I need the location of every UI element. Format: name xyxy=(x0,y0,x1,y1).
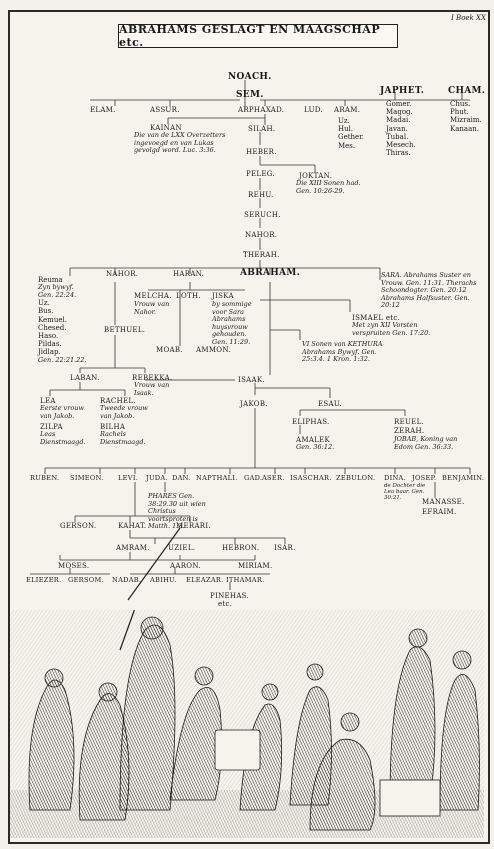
aram-son: Mes. xyxy=(338,141,356,150)
node-isaak: ISAAK. xyxy=(238,376,265,384)
cham-sons xyxy=(450,100,482,133)
phares-note: PHARES Gen. 38:29.30 uit wien Christus voortsproten is Matth. 1:3. xyxy=(148,492,206,530)
node-eleazar: ELEAZAR. xyxy=(186,576,224,584)
node-moab: MOAB. xyxy=(156,346,183,354)
node-napthali: NAPTHALI. xyxy=(196,474,238,482)
jiska-note: by sommige voor Sara Abrahams huysvrouw gehouden. Gen. 11:29. xyxy=(212,300,252,346)
aram-sons xyxy=(338,117,364,150)
node-aram: ARAM. xyxy=(334,106,361,114)
jobab-note: JOBAB, Koning van Edom Gen. 36:33. xyxy=(394,435,458,451)
node-miriam: MIRIAM. xyxy=(238,562,273,570)
aram-son: Gether. xyxy=(338,133,365,142)
cham-son: Mizraim. xyxy=(450,116,482,125)
node-aaron: AARON. xyxy=(170,562,201,570)
node-zebulon: ZEBULON. xyxy=(336,474,376,482)
cham-son: Phut. xyxy=(450,108,469,117)
node-isaschar: ISASCHAR. xyxy=(290,474,332,482)
sara-note: SARA. Abrahams Suster en Vrouw. Gen. 11:31. Therachs Schoondogter. Gen. 20:12 Abrahams Halfsuster. Gen. 20:12 xyxy=(381,271,477,309)
joktan-note: Die XIII Sonen had. Gen. 10:26-29. xyxy=(296,179,361,195)
nahor-note: Gen. 22:24. xyxy=(38,290,77,299)
node-zilpa: ZILPA xyxy=(40,423,63,431)
japhet-son: Thiras. xyxy=(386,149,411,158)
nahor-son: Pildas. xyxy=(38,340,62,349)
nahor-note: Zyn bywyf. xyxy=(38,283,74,292)
node-dina: DINA. xyxy=(384,474,407,482)
kethura-note: VI Sonen van KETHURA Abrahams Bywyf. Gen. 25:3.4. 1 Kron. 1:32. xyxy=(302,340,383,363)
node-ammon: AMMON. xyxy=(196,346,231,354)
node-hebron: HEBRON. xyxy=(222,544,260,552)
japhet-son: Tubal. xyxy=(386,132,409,141)
japhet-son: Madai. xyxy=(386,116,411,125)
node-abihu: ABIHU. xyxy=(150,576,177,584)
node-josep: JOSEP. xyxy=(412,474,437,482)
japhet-son: Mesech. xyxy=(386,141,416,150)
node-bethuel: BETHUEL. xyxy=(104,326,146,334)
node-heber: HEBER. xyxy=(246,148,277,156)
node-jakob: JAKOB. xyxy=(240,400,268,408)
aram-son: Uz. xyxy=(338,117,350,125)
node-laban: LABAN. xyxy=(70,374,100,382)
nahor-son: Uz. xyxy=(38,299,50,308)
japhet-sons xyxy=(386,100,416,157)
node-japhet: JAPHET. xyxy=(380,86,425,96)
node-lea: LEA xyxy=(40,397,56,405)
node-kainan: KAINAN xyxy=(150,124,182,132)
node-eliezer: ELIEZER. xyxy=(26,576,62,584)
page-corner-label: I Boek XX xyxy=(451,14,486,22)
node-melcha: MELCHA. xyxy=(134,292,172,300)
node-abraham: ABRAHAM. xyxy=(240,268,301,278)
zilpa-note: Leas Dienstmaagd. xyxy=(40,430,86,446)
node-gersom: GERSOM. xyxy=(68,576,104,584)
node-noach: NOACH. xyxy=(228,72,272,82)
node-aser: ASER. xyxy=(262,474,285,482)
node-juda: JUDA. xyxy=(146,474,168,482)
kainan-note: Die van de LXX Overzetters ingevoegd en van Lukas gevolgd word. Luc. 3:36. xyxy=(134,131,226,154)
node-loth: LOTH. xyxy=(176,292,201,300)
pinehas-etc: etc. xyxy=(218,600,233,608)
node-nahor: NAHOR. xyxy=(106,270,139,278)
dina-note: de Dochter die Lea baar. Gen. 30:21. xyxy=(384,483,426,501)
cham-son: Kanaan. xyxy=(450,124,479,133)
node-uziel: UZIEL. xyxy=(168,544,196,552)
node-amram: AMRAM. xyxy=(116,544,150,552)
node-seruch: SERUCH. xyxy=(244,211,281,219)
node-nahor-elder: NAHOR. xyxy=(245,231,278,239)
node-peleg: PELEG. xyxy=(246,170,275,178)
node-eliphas: ELIPHAS. xyxy=(292,418,330,426)
nahor-son: Bus. xyxy=(38,307,54,316)
node-kahat: KAHAT. xyxy=(118,522,147,530)
japhet-son: Magog. xyxy=(386,108,413,117)
engraved-scene-illustration xyxy=(10,610,484,838)
node-ruben: RUBEN. xyxy=(30,474,60,482)
node-cham: CHAM. xyxy=(448,86,486,96)
node-benjamin: BENJAMIN. xyxy=(442,474,485,482)
node-joktan: JOKTAN. xyxy=(299,172,333,180)
node-moses: MOSES. xyxy=(58,562,90,570)
node-therah: THERAH. xyxy=(243,251,280,259)
nahor-note: Gen. 22:21.22. xyxy=(38,355,87,364)
node-silah: SILAH. xyxy=(248,125,276,133)
node-simeon: SIMEON. xyxy=(70,474,104,482)
lea-note: Eerste vrouw van Jakob. xyxy=(40,404,85,420)
node-haran: HARAN. xyxy=(173,270,205,278)
node-elam: ELAM. xyxy=(90,106,116,114)
node-jiska: JISKA xyxy=(212,292,234,300)
nahor-son: Kemuel. xyxy=(38,315,67,324)
node-lud: LUD. xyxy=(304,106,323,114)
node-arphaxad: ARPHAXAD. xyxy=(238,106,285,114)
rachel-note: Tweede vrouw van Jakob. xyxy=(100,404,148,420)
node-rachel: RACHEL. xyxy=(100,397,136,405)
japhet-son: Gomer. xyxy=(386,100,412,108)
nahor-son: Reuma xyxy=(38,276,63,284)
bilha-note: Rachels Dienstmaagd. xyxy=(100,430,146,446)
node-rehu: REHU. xyxy=(248,191,274,199)
nahor-sons xyxy=(38,276,87,364)
node-bilha: BILHA xyxy=(100,423,126,431)
melcha-note: Vrouw van Nahor. xyxy=(134,300,170,316)
nahor-son: Chesed. xyxy=(38,323,67,332)
node-assur: ASSUR. xyxy=(150,106,180,114)
node-dan: DAN. xyxy=(172,474,191,482)
node-rebekka: REBEKKA. xyxy=(132,374,173,382)
aram-son: Hul. xyxy=(338,125,354,134)
node-isar: ISAR. xyxy=(274,544,296,552)
node-ithamar: ITHAMAR. xyxy=(226,576,265,584)
node-reuel: REUEL. xyxy=(394,418,425,426)
ismael-note: Met zyn XII Vorsten verspruiten Gen. 17:20. xyxy=(352,321,431,337)
node-pinehas: PINEHAS. xyxy=(210,592,250,600)
node-sem: SEM. xyxy=(236,90,264,100)
node-zerah: ZERAH. xyxy=(394,427,425,435)
node-merari: MERARI. xyxy=(176,522,211,530)
node-amalek: AMALEK xyxy=(296,436,331,444)
rebekka-note: Vrouw van Isaak. xyxy=(134,381,170,397)
node-gerson: GERSON. xyxy=(60,522,97,530)
node-levi: LEVI. xyxy=(118,474,139,482)
node-manasse: MANASSE. xyxy=(422,498,465,506)
node-esau: ESAU. xyxy=(318,400,342,408)
node-gad: GAD. xyxy=(244,474,263,482)
amalek-note: Gen. 36:12. xyxy=(296,443,335,451)
cham-son: Chus. xyxy=(450,100,471,108)
nahor-son: Jidlap. xyxy=(38,348,61,357)
page-title: ABRAHAMS GESLAGT EN MAAGSCHAP etc. xyxy=(119,23,381,49)
japhet-son: Javan. xyxy=(386,124,408,133)
node-efraim: EFRAIM. xyxy=(422,508,457,516)
node-nadab: NADAB. xyxy=(112,576,142,584)
nahor-son: Haso. xyxy=(38,332,59,341)
node-ismael: ISMAEL etc. xyxy=(352,314,401,322)
